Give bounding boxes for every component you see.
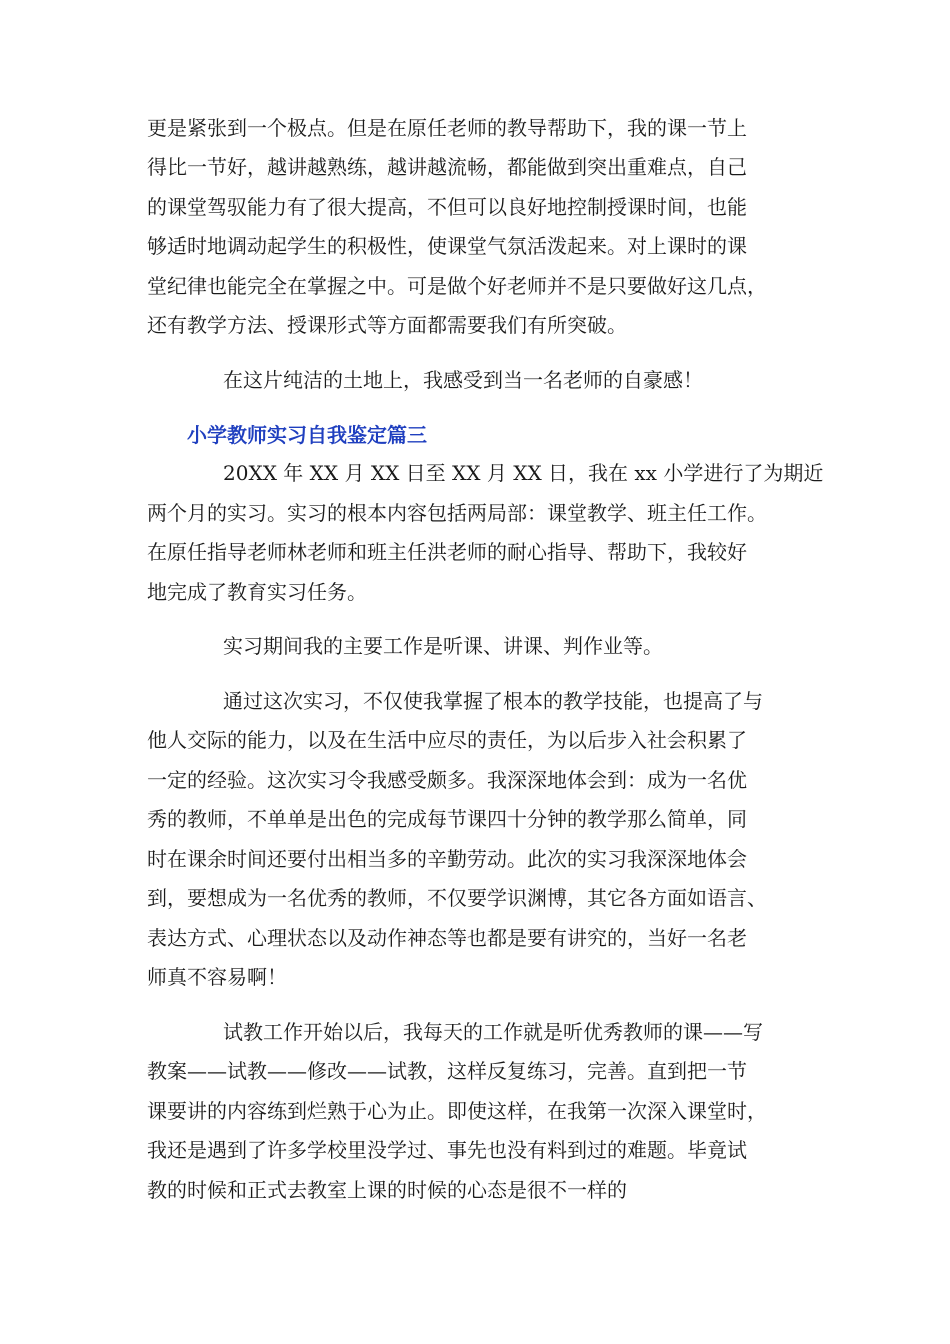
paragraph-6-line-5: 教的时候和正式去教室上课的时候的心态是很不一样的 — [147, 1178, 627, 1202]
paragraph-3-line-1: 20XX 年 XX 月 XX 日至 XX 月 XX 日，我在 xx 小学进行了为期近 — [223, 461, 824, 485]
paragraph-5-line-4: 秀的教师，不单单是出色的完成每节课四十分钟的教学那么简单，同 — [147, 807, 747, 831]
paragraph-1-line-3: 的课堂驾驭能力有了很大提高，不但可以良好地控制授课时间，也能 — [147, 195, 747, 219]
paragraph-1-line-6: 还有教学方法、授课形式等方面都需要我们有所突破。 — [147, 313, 627, 337]
paragraph-1-line-5: 堂纪律也能完全在掌握之中。可是做个好老师并不是只要做好这几点， — [147, 274, 767, 298]
paragraph-5-line-6: 到，要想成为一名优秀的教师，不仅要学识渊博，其它各方面如语言、 — [147, 886, 767, 910]
paragraph-5-line-3: 一定的经验。这次实习令我感受颇多。我深深地体会到：成为一名优 — [147, 768, 747, 792]
paragraph-6-line-2: 教案——试教——修改——试教，这样反复练习，完善。直到把一节 — [147, 1059, 747, 1083]
paragraph-6-line-3: 课要讲的内容练到烂熟于心为止。即使这样，在我第一次深入课堂时， — [147, 1099, 767, 1123]
paragraph-3-line-4: 地完成了教育实习任务。 — [147, 580, 367, 604]
paragraph-3-line-2: 两个月的实习。实习的根本内容包括两局部：课堂教学、班主任工作。 — [147, 501, 767, 525]
paragraph-5-line-2: 他人交际的能力，以及在生活中应尽的责任，为以后步入社会积累了 — [147, 728, 747, 752]
paragraph-6-line-4: 我还是遇到了许多学校里没学过、事先也没有料到过的难题。毕竟试 — [147, 1138, 747, 1162]
paragraph-5-line-8: 师真不容易啊！ — [147, 965, 287, 989]
paragraph-2-line-1: 在这片纯洁的土地上，我感受到当一名老师的自豪感！ — [223, 368, 703, 392]
paragraph-1-line-4: 够适时地调动起学生的积极性，使课堂气氛活泼起来。对上课时的课 — [147, 234, 747, 258]
paragraph-1-line-1: 更是紧张到一个极点。但是在原任老师的教导帮助下，我的课一节上 — [147, 116, 747, 140]
paragraph-5-line-5: 时在课余时间还要付出相当多的辛勤劳动。此次的实习我深深地体会 — [147, 847, 747, 871]
paragraph-5-line-7: 表达方式、心理状态以及动作神态等也都是要有讲究的，当好一名老 — [147, 926, 747, 950]
paragraph-1-line-2: 得比一节好，越讲越熟练，越讲越流畅，都能做到突出重难点，自己 — [147, 155, 747, 179]
paragraph-5-line-1: 通过这次实习，不仅使我掌握了根本的教学技能，也提高了与 — [223, 689, 763, 713]
paragraph-3-line-3: 在原任指导老师林老师和班主任洪老师的耐心指导、帮助下，我较好 — [147, 540, 747, 564]
paragraph-4-line-1: 实习期间我的主要工作是听课、讲课、判作业等。 — [223, 634, 663, 658]
section-heading: 小学教师实习自我鉴定篇三 — [187, 423, 427, 447]
paragraph-6-line-1: 试教工作开始以后，我每天的工作就是听优秀教师的课——写 — [223, 1020, 763, 1044]
